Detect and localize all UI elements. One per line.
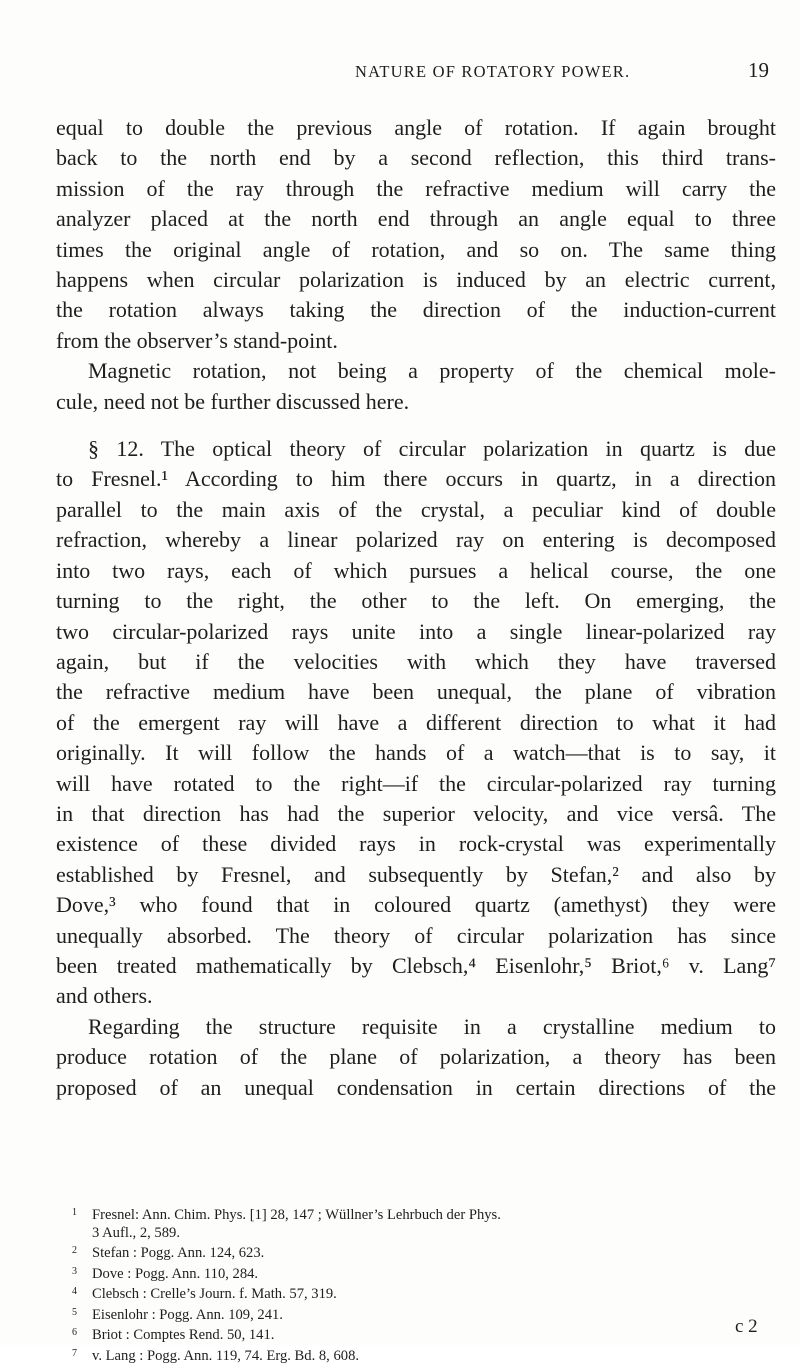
footnote-text: Dove : Pogg. Ann. 110, 284.: [92, 1266, 258, 1282]
body-line: originally. It will follow the hands of a watch—that is to say, it: [56, 738, 776, 768]
body-line: two circular-polarized rays unite into a single linear-polarized ray: [56, 617, 776, 647]
body-line: again, but if the velocities with which they have traversed: [56, 647, 776, 677]
footnote-number: 1: [72, 1204, 92, 1222]
footnote-text: Stefan : Pogg. Ann. 124, 623.: [92, 1245, 264, 1261]
footnote: [72, 1242, 772, 1263]
body-line: of the emergent ray will have a different direction to what it had: [56, 708, 776, 738]
body-line: will have rotated to the right—if the circular-polarized ray turning: [56, 769, 776, 799]
signature-mark: c 2: [735, 1316, 758, 1338]
body-line: § 12. The optical theory of circular polarization in quartz is due: [56, 434, 776, 464]
body-line: from the observer’s stand-point.: [56, 326, 776, 356]
page-header: [0, 62, 800, 92]
body-line: equal to double the previous angle of rotation. If again brought: [56, 113, 776, 143]
footnote-text: Eisenlohr : Pogg. Ann. 109, 241.: [92, 1307, 283, 1323]
body-line: produce rotation of the plane of polarization, a theory has been: [56, 1042, 776, 1072]
body-line: Dove,³ who found that in coloured quartz (amethyst) they were: [56, 890, 776, 920]
footnote-number: 7: [72, 1345, 92, 1363]
body-line: cule, need not be further discussed here.: [56, 387, 776, 417]
body-line: times the original angle of rotation, and so on. The same thing: [56, 235, 776, 265]
footnote: [72, 1225, 772, 1243]
footnote-number: 3: [72, 1263, 92, 1281]
footnote: [72, 1324, 772, 1345]
body-line: Magnetic rotation, not being a property of the chemical mole-: [56, 356, 776, 386]
footnote-text: 3 Aufl., 2, 589.: [92, 1225, 180, 1241]
page-number: 19: [748, 58, 769, 83]
running-head: NATURE OF ROTATORY POWER.: [355, 62, 630, 82]
body-line: analyzer placed at the north end through an angle equal to three: [56, 204, 776, 234]
body-line: existence of these divided rays in rock-crystal was experimentally: [56, 829, 776, 859]
body-line: the rotation always taking the direction of the induction-current: [56, 295, 776, 325]
footnote: [72, 1304, 772, 1325]
body-line: been treated mathematically by Clebsch,⁴ Eisenlohr,⁵ Briot,⁶ v. Lang⁷: [56, 951, 776, 981]
footnote-text: Clebsch : Crelle’s Journ. f. Math. 57, 319.: [92, 1286, 337, 1302]
footnote-number: 2: [72, 1242, 92, 1260]
body-line: Regarding the structure requisite in a crystalline medium to: [56, 1012, 776, 1042]
footnote-number: 6: [72, 1324, 92, 1342]
body-line: happens when circular polarization is induced by an electric current,: [56, 265, 776, 295]
body-line: mission of the ray through the refractive medium will carry the: [56, 174, 776, 204]
body-text: [56, 113, 776, 1103]
footnotes: [72, 1204, 772, 1365]
body-line: the refractive medium have been unequal, the plane of vibration: [56, 677, 776, 707]
body-line: proposed of an unequal condensation in certain directions of the: [56, 1073, 776, 1103]
footnote-text: v. Lang : Pogg. Ann. 119, 74. Erg. Bd. 8, 608.: [92, 1348, 359, 1364]
footnote-number: 5: [72, 1304, 92, 1322]
body-line: unequally absorbed. The theory of circular polarization has since: [56, 921, 776, 951]
footnote-text: Fresnel: Ann. Chim. Phys. [1] 28, 147 ; Wüllner’s Lehrbuch der Phys.: [92, 1207, 501, 1223]
footnote: [72, 1283, 772, 1304]
body-line: refraction, whereby a linear polarized ray on entering is decomposed: [56, 525, 776, 555]
footnote-number: 4: [72, 1283, 92, 1301]
footnote-text: Briot : Comptes Rend. 50, 141.: [92, 1327, 274, 1343]
footnote: [72, 1263, 772, 1284]
body-line: and others.: [56, 981, 776, 1011]
footnote: [72, 1345, 772, 1365]
paragraph-gap: [56, 417, 776, 434]
body-line: in that direction has had the superior velocity, and vice versâ. The: [56, 799, 776, 829]
body-line: established by Fresnel, and subsequently by Stefan,² and also by: [56, 860, 776, 890]
body-line: into two rays, each of which pursues a helical course, the one: [56, 556, 776, 586]
body-line: turning to the right, the other to the left. On emerging, the: [56, 586, 776, 616]
footnote: [72, 1204, 772, 1225]
body-line: to Fresnel.¹ According to him there occurs in quartz, in a direction: [56, 464, 776, 494]
body-line: back to the north end by a second reflection, this third trans-: [56, 143, 776, 173]
body-line: parallel to the main axis of the crystal, a peculiar kind of double: [56, 495, 776, 525]
